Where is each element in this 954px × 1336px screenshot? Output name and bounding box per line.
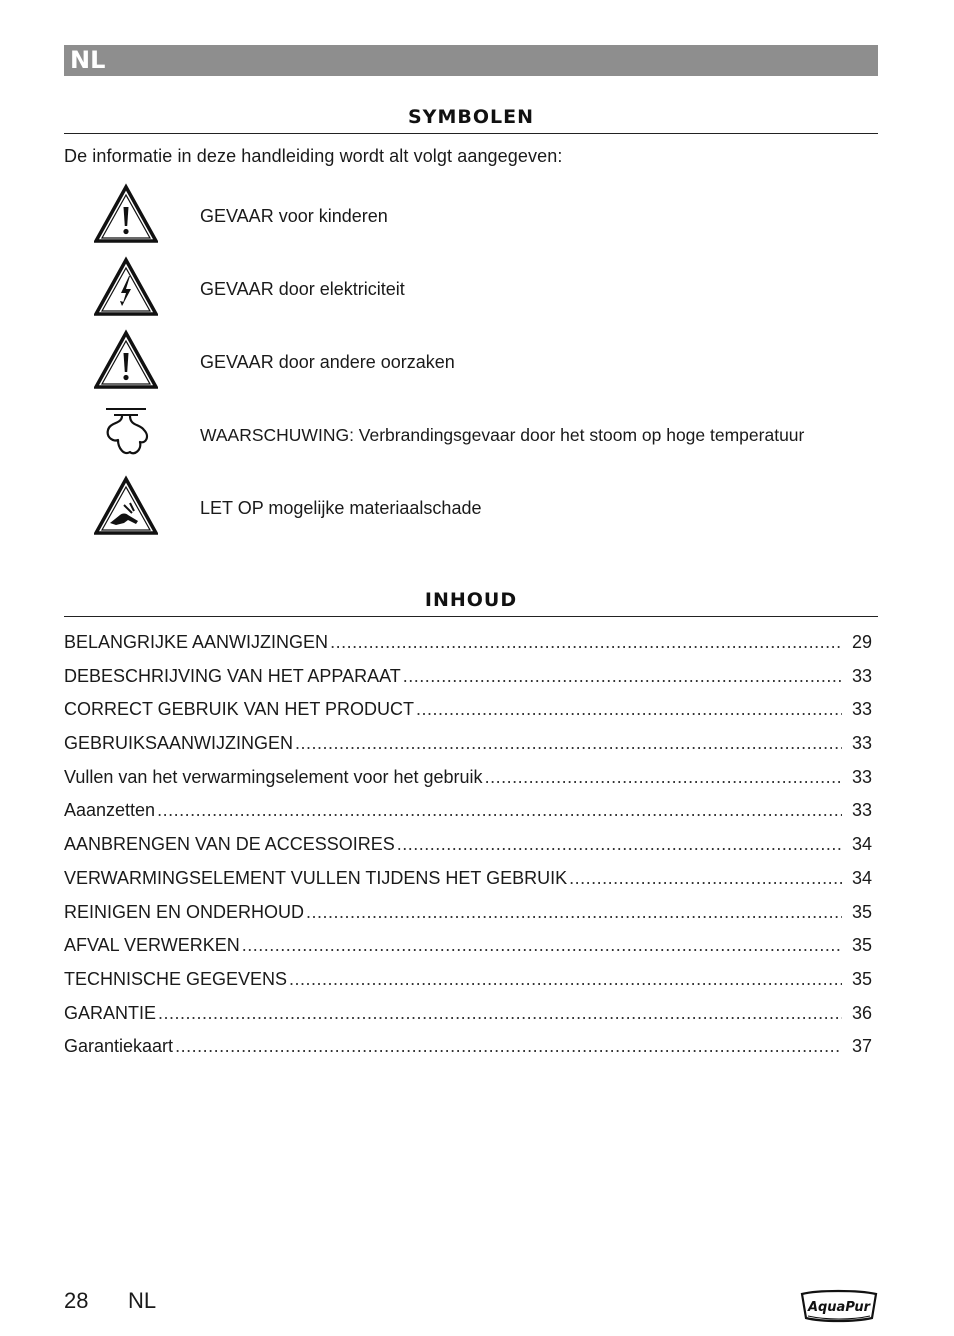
toc-entry-page: 34: [851, 834, 872, 855]
toc-leader-dots: [397, 834, 842, 855]
symbol-text: GEVAAR door elektriciteit: [200, 279, 405, 299]
toc-entry[interactable]: [64, 902, 872, 936]
toc-entry[interactable]: [64, 969, 872, 1003]
footer-language-label: NL: [128, 1288, 157, 1313]
symbols-title-rule: [64, 133, 878, 134]
toc-entry-page: 33: [851, 766, 872, 787]
toc-leader-dots: [416, 699, 842, 720]
warning-triangle-icon: [94, 183, 158, 247]
toc-leader-dots: [485, 767, 842, 788]
symbol-row-hot-steam: [64, 402, 884, 472]
electric-hazard-icon: [94, 256, 158, 320]
toc-entry-title: REINIGEN EN ONDERHOUD: [64, 901, 305, 922]
contents-title-rule: [64, 616, 878, 617]
toc-leader-dots: [295, 733, 842, 754]
toc-entry-title: GEBRUIKSAANWIJZINGEN: [64, 733, 294, 754]
hot-steam-icon: [94, 402, 158, 466]
toc-entry[interactable]: [64, 632, 872, 666]
symbol-text: LET OP mogelijke materiaalschade: [200, 498, 482, 518]
toc-entry-title: CORRECT GEBRUIK VAN HET PRODUCT: [64, 699, 415, 720]
language-header-bar: [64, 45, 878, 76]
toc-entry-title: GARANTIE: [64, 1002, 157, 1023]
symbol-text: WAARSCHUWING: Verbrandingsgevaar door het stoom op hoge temperatuur: [200, 425, 805, 445]
toc-entry-page: 33: [851, 699, 872, 720]
symbol-row-other-danger: [64, 329, 884, 399]
toc-leader-dots: [289, 969, 842, 990]
toc-leader-dots: [175, 1036, 842, 1057]
toc-entry-page: 33: [851, 800, 872, 821]
toc-entry-title: AFVAL VERWERKEN: [64, 935, 240, 956]
toc-leader-dots: [403, 666, 842, 687]
toc-entry[interactable]: [64, 800, 872, 834]
toc-leader-dots: [569, 868, 842, 889]
toc-entry[interactable]: [64, 1036, 872, 1070]
toc-leader-dots: [157, 800, 842, 821]
toc-entry-title: DEBESCHRIJVING VAN HET APPARAAT: [64, 665, 401, 686]
language-label: NL: [70, 46, 106, 74]
table-of-contents: [64, 632, 872, 1070]
toc-entry-page: 35: [851, 901, 872, 922]
toc-entry-page: 37: [851, 1036, 872, 1057]
toc-entry-page: 29: [851, 632, 872, 652]
symbol-text: GEVAAR door andere oorzaken: [200, 352, 455, 372]
hand-hazard-icon: [94, 475, 158, 539]
symbols-section-title: SYMBOLEN: [408, 106, 534, 128]
svg-text:AquaPur: AquaPur: [807, 1300, 871, 1315]
toc-entry-page: 33: [851, 733, 872, 754]
toc-entry-title: AANBRENGEN VAN DE ACCESSOIRES: [64, 834, 395, 855]
symbol-row-children-danger: [64, 183, 884, 253]
toc-entry-page: 35: [851, 935, 872, 956]
toc-entry-title: TECHNISCHE GEGEVENS: [64, 968, 288, 989]
toc-entry[interactable]: [64, 935, 872, 969]
toc-leader-dots: [306, 902, 842, 923]
toc-entry-title: VERWARMINGSELEMENT VULLEN TIJDENS HET GEBRUIK: [64, 867, 568, 888]
symbols-intro-text: De informatie in deze handleiding wordt alt volgt aangegeven:: [64, 146, 563, 166]
warning-triangle-icon: [94, 329, 158, 393]
toc-entry[interactable]: [64, 1003, 872, 1037]
toc-leader-dots: [330, 632, 842, 653]
toc-entry-page: 36: [851, 1002, 872, 1023]
toc-entry[interactable]: [64, 699, 872, 733]
toc-entry-page: 33: [851, 665, 872, 686]
toc-entry-page: 34: [851, 867, 872, 888]
symbol-row-electric-danger: [64, 256, 884, 326]
aquapur-logo: [798, 1288, 880, 1324]
toc-entry-page: 35: [851, 968, 872, 989]
toc-entry-title: Aaanzetten: [64, 800, 156, 821]
toc-entry-title: BELANGRIJKE AANWIJZINGEN: [64, 632, 329, 652]
symbol-row-material-damage: [64, 475, 884, 545]
toc-entry[interactable]: [64, 767, 872, 801]
contents-section-title: INHOUD: [424, 589, 518, 611]
symbol-text: GEVAAR voor kinderen: [200, 206, 388, 226]
toc-entry-title: Vullen van het verwarmingselement voor het gebruik: [64, 766, 483, 787]
toc-leader-dots: [242, 935, 842, 956]
toc-entry[interactable]: [64, 733, 872, 767]
toc-entry[interactable]: [64, 834, 872, 868]
toc-leader-dots: [158, 1003, 842, 1024]
toc-entry[interactable]: [64, 868, 872, 902]
footer-page-number: 28: [64, 1288, 89, 1313]
toc-entry-title: Garantiekaart: [64, 1036, 174, 1057]
toc-entry[interactable]: [64, 666, 872, 700]
